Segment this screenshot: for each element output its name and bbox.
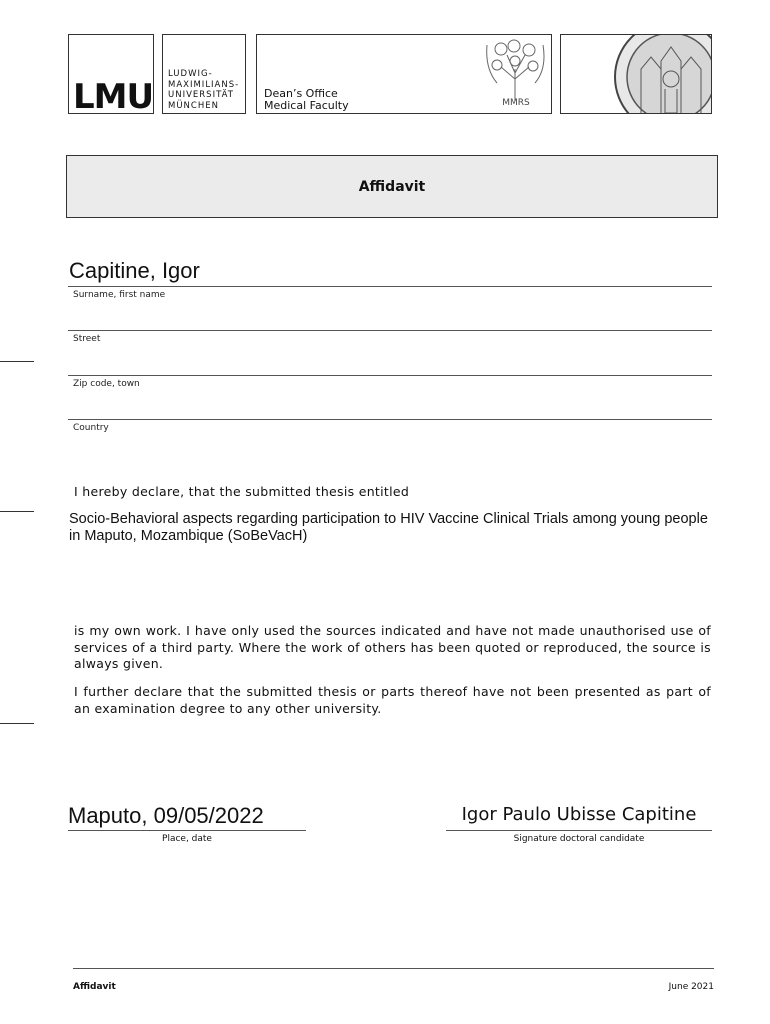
- lmu-logo: LMU: [73, 77, 154, 117]
- signature-value[interactable]: Igor Paulo Ubisse Capitine: [461, 804, 697, 825]
- fold-mark-middle: [0, 511, 34, 512]
- mmrs-tree-logo: [483, 39, 549, 111]
- zip-field-label: Zip code, town: [73, 379, 140, 389]
- name-field-value[interactable]: Capitine, Igor: [69, 258, 200, 283]
- street-field-line: [68, 330, 712, 331]
- country-field[interactable]: [68, 390, 712, 419]
- declaration-paragraph-2: I further declare that the submitted thesis or parts thereof have not been presented as part of an examination degree to any other university.: [74, 684, 711, 716]
- deans-office-text: Dean’s Office Medical Faculty: [264, 87, 349, 112]
- fold-mark-top: [0, 361, 34, 362]
- signature-label: Signature doctoral candidate: [513, 834, 645, 844]
- thesis-title: Socio-Behavioral aspects regarding participation to HIV Vaccine Clinical Trials among young people in Maputo, Mozambique (SoBeVacH): [69, 511, 708, 544]
- place-date-line: [68, 830, 306, 831]
- svg-text:MMRS: MMRS: [502, 98, 530, 108]
- street-field[interactable]: [68, 300, 712, 330]
- lmu-logo-box: [68, 34, 154, 117]
- footer-right: June 2021: [668, 982, 714, 992]
- fold-mark-bottom: [0, 723, 34, 724]
- place-date-label: Place, date: [162, 834, 212, 844]
- university-seal-icon: [611, 34, 712, 114]
- zip-field[interactable]: [68, 345, 712, 375]
- affidavit-title-box: [66, 155, 718, 218]
- deans-office-box: [256, 34, 552, 114]
- zip-field-line: [68, 375, 712, 376]
- country-field-label: Country: [73, 423, 109, 433]
- street-field-label: Street: [73, 334, 101, 344]
- footer-left: Affidavit: [73, 982, 116, 992]
- university-name: LUDWIG- MAXIMILIANS- UNIVERSITÄT MÜNCHEN: [168, 69, 240, 111]
- declaration-paragraph-1: is my own work. I have only used the sources indicated and have not made unauthorised use of services of a third party. Where the work of others has been quoted or reproduced, the source is always given.: [74, 623, 711, 671]
- place-date-value[interactable]: Maputo, 09/05/2022: [68, 803, 264, 828]
- university-name-box: [162, 34, 246, 114]
- signature-line: [446, 830, 712, 831]
- name-field-label: Surname, first name: [73, 290, 166, 300]
- name-field-line: [68, 286, 712, 287]
- document-title: Affidavit: [358, 178, 426, 195]
- declaration-intro: I hereby declare, that the submitted thesis entitled: [74, 484, 410, 499]
- seal-box: [560, 34, 712, 114]
- footer-line: [73, 968, 714, 969]
- country-field-line: [68, 419, 712, 420]
